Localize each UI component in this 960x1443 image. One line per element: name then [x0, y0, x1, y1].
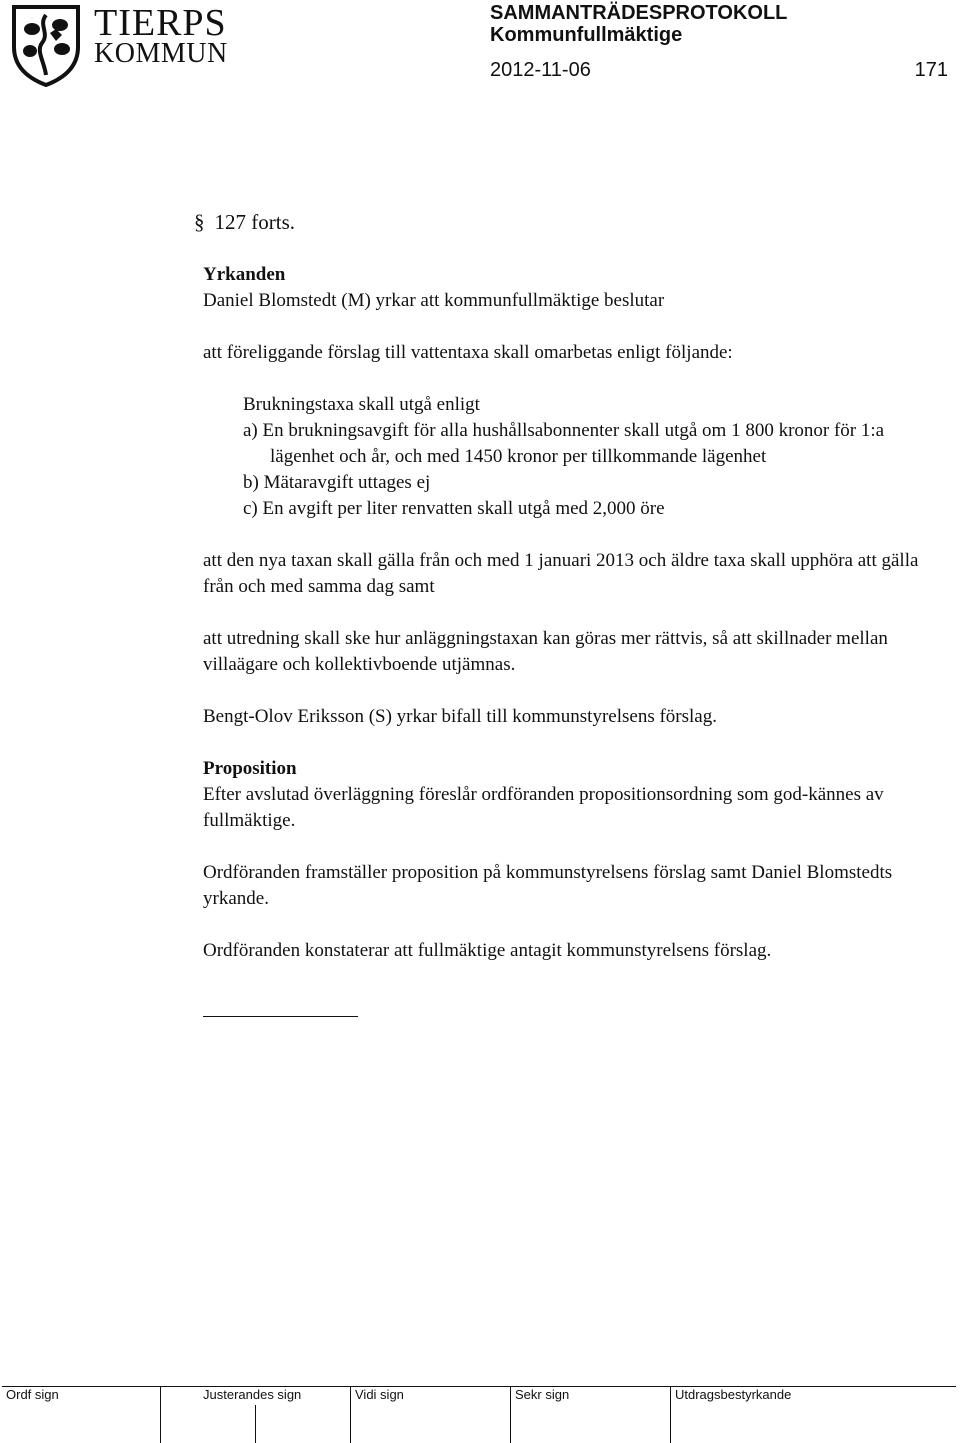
ordf-sign-box: [2, 1387, 160, 1443]
document-title: SAMMANTRÄDESPROTOKOLL: [490, 2, 788, 24]
list-item: a) En brukningsavgift för alla hushållsabonnenter skall utgå om 1 800 kronor för 1:a lägenhet och år, och med 1450 kronor per tillkommande lägenhet: [243, 420, 885, 467]
paragraph-ordf-2: Ordföranden konstaterar att fullmäktige antagit kommunstyrelsens förslag.: [203, 940, 772, 961]
justerandes-sign-label: Justerandes sign: [203, 1387, 302, 1402]
paragraph-taxa: att den nya taxan skall gälla från och med 1 januari 2013 och äldre taxa skall upphöra att gälla från och med samma dag samt: [203, 550, 919, 597]
page-number: 171: [914, 59, 948, 81]
paragraph-bengt: Bengt-Olov Eriksson (S) yrkar bifall till kommunstyrelsens förslag.: [203, 706, 717, 727]
protocol-content: [203, 262, 943, 1017]
sekr-sign-label: Sekr sign: [515, 1387, 570, 1402]
utdragsbestyrkande-box: [670, 1387, 957, 1443]
list-title: Brukningstaxa skall utgå enligt: [243, 394, 480, 415]
signature-footer: [2, 1386, 956, 1443]
coat-of-arms-icon: [10, 3, 82, 87]
paragraph-mark: §: [194, 210, 205, 234]
sekr-sign-box: [510, 1387, 671, 1443]
logo-text-kommun: KOMMUN: [94, 38, 228, 69]
vidi-sign-label: Vidi sign: [355, 1387, 404, 1402]
justerandes-sign-box: [160, 1387, 351, 1443]
meeting-date: 2012-11-06: [490, 59, 591, 81]
paragraph-ordf-1: Ordföranden framställer proposition på kommunstyrelsens förslag samt Daniel Blomstedts yrkande.: [203, 862, 893, 909]
ordf-sign-label: Ordf sign: [6, 1387, 59, 1402]
section-number: [194, 210, 295, 235]
list-item: b) Mätaravgift uttages ej: [243, 472, 431, 493]
justerandes-divider: [255, 1405, 256, 1443]
forslag-intro: att föreliggande förslag till vattentaxa skall omarbetas enligt följande:: [203, 342, 733, 363]
logo-text-tierps: TIERPS: [94, 2, 227, 44]
vidi-sign-box: [350, 1387, 511, 1443]
document-body: Kommunfullmäktige: [490, 24, 683, 46]
yrkande-intro: Daniel Blomstedt (M) yrkar att kommunfullmäktige beslutar: [203, 290, 665, 311]
utdragsbestyrkande-label: Utdragsbestyrkande: [675, 1387, 792, 1402]
paragraph-utredning: att utredning skall ske hur anläggningstaxan kan göras mer rättvis, så att skillnader mellan villaägare och kollektivboende utjämnas.: [203, 628, 888, 675]
paragraph-proposition: Efter avslutad överläggning föreslår ordföranden propositionsordning som god-kännes av fullmäktige.: [203, 784, 884, 831]
proposition-heading: Proposition: [203, 758, 297, 779]
municipality-logo: [10, 3, 230, 87]
yrkanden-heading: Yrkanden: [203, 264, 286, 285]
brukningstaxa-list: [203, 392, 943, 522]
list-item: c) En avgift per liter renvatten skall utgå med 2,000 öre: [243, 498, 665, 519]
section-label: 127 forts.: [214, 210, 295, 234]
section-end-rule: [203, 1016, 358, 1017]
